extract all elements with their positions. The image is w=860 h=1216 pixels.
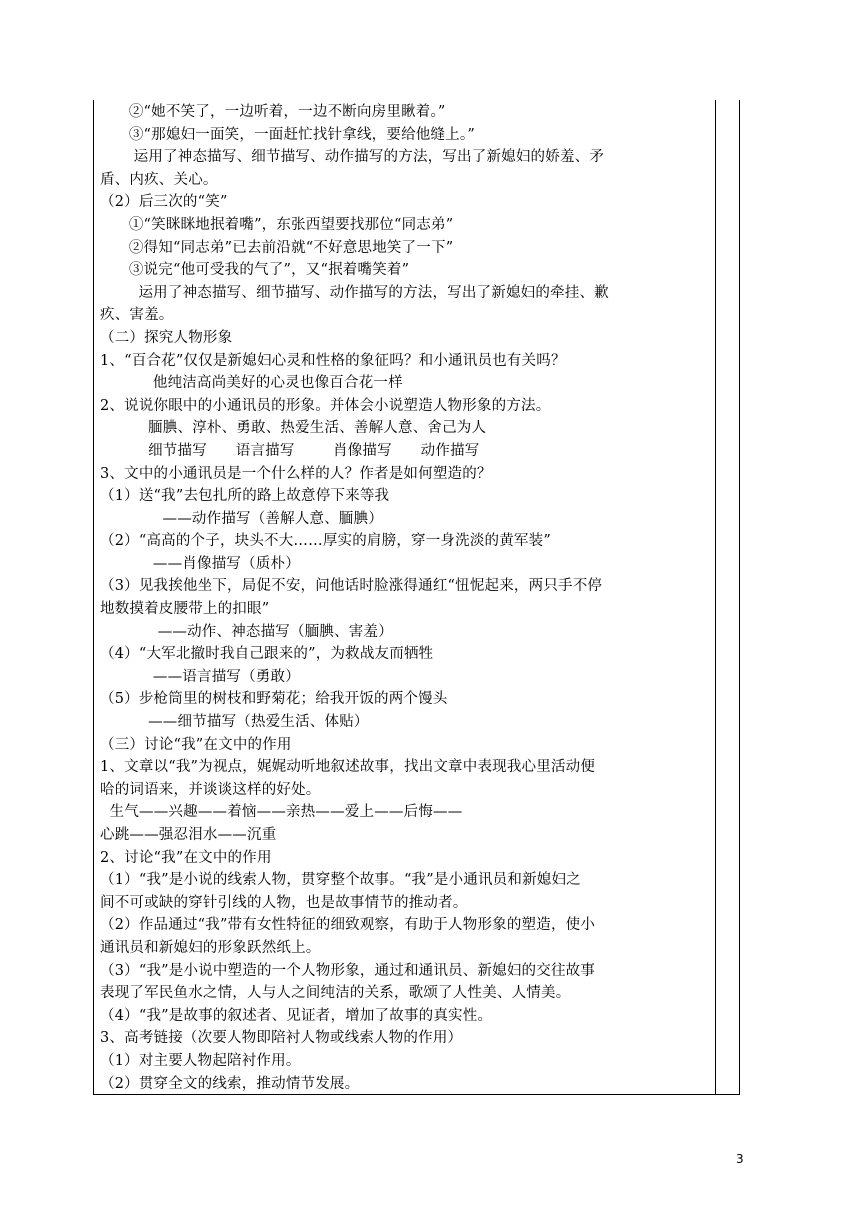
content-line: （4）“我”是故事的叙述者、见证者，增加了故事的真实性。 bbox=[100, 1007, 493, 1024]
content-line: ②“她不笑了，一边听着，一边不断向房里瞅着。” bbox=[100, 104, 446, 120]
content-line: 他纯洁高尚美好的心灵也像百合花一样 bbox=[100, 375, 403, 392]
lesson-content bbox=[100, 101, 714, 1095]
content-line: （1）送“我”去包扎所的路上故意停下来等我 bbox=[100, 488, 390, 505]
content-line: 盾、内疚、关心。 bbox=[100, 171, 218, 188]
content-line: （5）步枪筒里的树枝和野菊花；给我开饭的两个馒头 bbox=[100, 691, 448, 708]
content-line: 3、高考链接（次要人物即陪衬人物或线索人物的作用） bbox=[100, 1030, 463, 1047]
content-line: ——肖像描写（质朴） bbox=[100, 555, 300, 572]
content-line: 心跳——强忍泪水——沉重 bbox=[100, 827, 277, 843]
content-line: 表现了军民鱼水之情，人与人之间纯洁的关系，歌颂了人性美、人情美。 bbox=[100, 985, 571, 1002]
content-line: （2）后三次的“笑” bbox=[100, 194, 228, 211]
content-line: ③“那媳妇一面笑，一面赶忙找针拿线，要给他缝上。” bbox=[100, 126, 475, 143]
content-line: ①“笑眯眯地抿着嘴”，东张西望要找那位“同志弟” bbox=[100, 216, 454, 233]
content-line: ②得知“同志弟”已去前沿就“不好意思地笑了一下” bbox=[100, 239, 454, 256]
content-line: 运用了神态描写、细节描写、动作描写的方法，写出了新媳妇的娇羞、矛 bbox=[100, 149, 605, 166]
content-line: 1、“百合花”仅仅是新媳妇心灵和性格的象征吗？和小通讯员也有关吗？ bbox=[100, 352, 566, 369]
content-line: （2）作品通过“我”带有女性特征的细致观察，有助于人物形象的塑造，使小 bbox=[100, 917, 596, 934]
content-line: （1）对主要人物起陪衬作用。 bbox=[100, 1052, 301, 1069]
content-line: 2、讨论“我”在文中的作用 bbox=[100, 849, 272, 866]
content-line: ——语言描写（勇敢） bbox=[100, 668, 300, 685]
content-line: 3、文中的小通讯员是一个什么样的人？作者是如何塑造的？ bbox=[100, 465, 492, 482]
content-line: 间不可或缺的穿针引线的人物，也是故事情节的推动者。 bbox=[100, 894, 468, 911]
content-line: 腼腆、淳朴、勇敢、热爱生活、善解人意、舍己为人 bbox=[100, 420, 487, 437]
content-line: ——动作、神态描写（腼腆、害羞） bbox=[100, 623, 393, 640]
content-line: 生气——兴趣——着恼——亲热——爱上——后悔—— bbox=[100, 804, 463, 821]
table-column-divider bbox=[715, 100, 716, 1094]
content-line: （二）探究人物形象 bbox=[100, 329, 233, 346]
content-line: （1）“我”是小说的线索人物，贯穿整个故事。“我”是小通讯员和新媳妇之 bbox=[100, 872, 581, 889]
content-line: 疚、害羞。 bbox=[100, 307, 174, 324]
content-line: 地数摸着皮腰带上的扣眼” bbox=[100, 601, 270, 618]
content-line: 哈的词语来，并谈谈这样的好处。 bbox=[100, 781, 321, 798]
page-number: 3 bbox=[736, 1152, 744, 1166]
content-line: 通讯员和新媳妇的形象跃然纸上。 bbox=[100, 939, 321, 956]
content-line: ③说完“他可受我的气了”，又“抿着嘴笑着” bbox=[100, 262, 410, 279]
content-line: 细节描写 语言描写 肖像描写 动作描写 bbox=[100, 442, 480, 459]
content-line: （4）“大军北撤时我自己跟来的”，为救战友而牺牲 bbox=[100, 646, 434, 663]
content-line: （3）“我”是小说中塑造的一个人物形象，通过和通讯员、新媳妇的交往故事 bbox=[100, 962, 596, 979]
content-line: 2、说说你眼中的小通讯员的形象。并体会小说塑造人物形象的方法。 bbox=[100, 397, 551, 414]
content-line: ——动作描写（善解人意、腼腆） bbox=[100, 510, 384, 527]
content-line: 运用了神态描写、细节描写、动作描写的方法，写出了新媳妇的牵挂、歉 bbox=[100, 284, 609, 301]
content-line: （2）“高高的个子，块头不大……厚实的肩膀，穿一身洗淡的黄军装” bbox=[100, 533, 551, 550]
content-line: ——细节描写（热爱生活、体贴） bbox=[100, 714, 369, 731]
content-line: （3）见我挨他坐下，局促不安，问他话时脸涨得通红“忸怩起来，两只手不停 bbox=[100, 578, 603, 595]
content-line: 1、文章以“我”为视点，娓娓动听地叙述故事，找出文章中表现我心里活动便 bbox=[100, 759, 596, 776]
content-line: （2）贯穿全文的线索，推动情节发展。 bbox=[100, 1075, 360, 1092]
content-line: （三）讨论“我”在文中的作用 bbox=[100, 736, 292, 753]
